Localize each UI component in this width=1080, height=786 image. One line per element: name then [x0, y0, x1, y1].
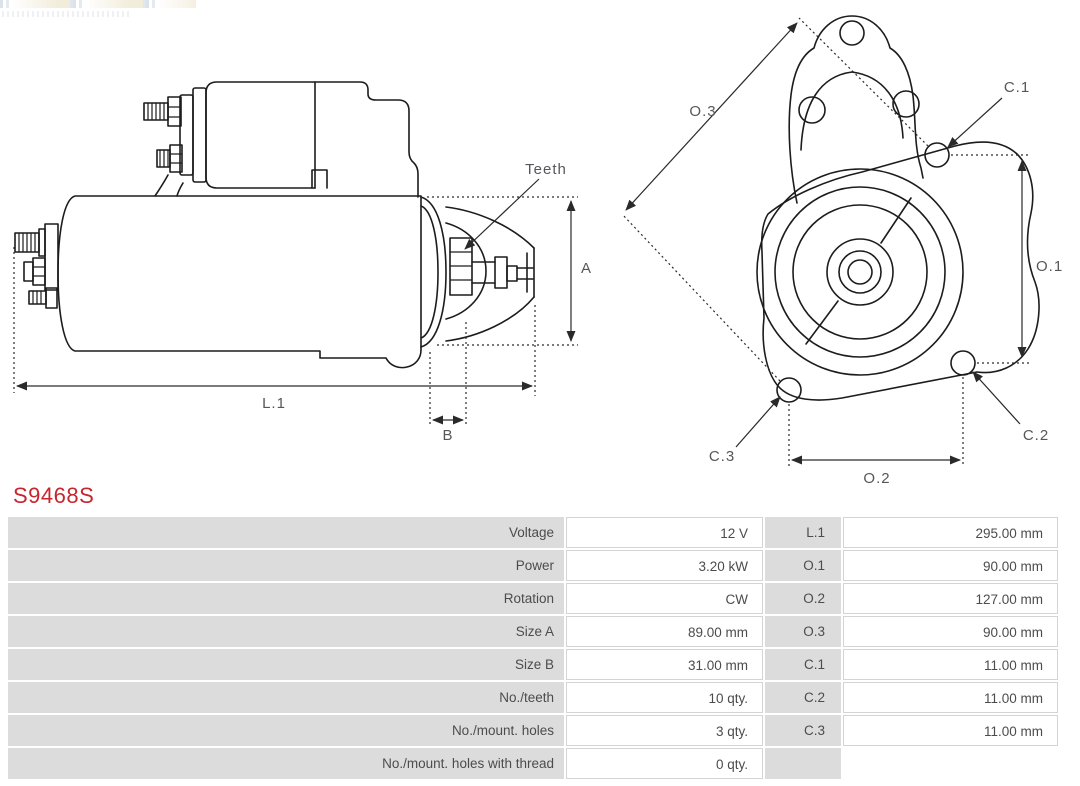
table-row	[8, 550, 1058, 581]
dim-label-b: B	[442, 427, 454, 444]
dim-label-c1: C.1	[1003, 79, 1031, 96]
spec-value: 12 V	[566, 517, 763, 548]
part-number: S9468S	[13, 483, 95, 508]
dim-label-o1: O.1	[1036, 258, 1064, 275]
dim-label-c3: C.3	[708, 448, 736, 465]
dim-label-o3: O.3	[689, 103, 717, 120]
dim-label: O.2	[765, 583, 841, 614]
side-view-drawing	[14, 82, 592, 444]
dim-value: 11.00 mm	[843, 715, 1058, 746]
dim-label: C.2	[765, 682, 841, 713]
front-view-drawing	[622, 16, 1063, 487]
spec-table	[8, 517, 1058, 781]
dim-label: O.3	[765, 616, 841, 647]
spec-value: 10 qty.	[566, 682, 763, 713]
spec-label: Rotation	[8, 583, 564, 614]
dim-value: 90.00 mm	[843, 616, 1058, 647]
table-row	[8, 715, 1058, 746]
dim-label	[765, 748, 841, 779]
dim-label-c2: C.2	[1022, 427, 1050, 444]
dim-label-teeth: Teeth	[525, 161, 567, 178]
front-view-dimensions	[622, 18, 1063, 487]
dim-value: 90.00 mm	[843, 550, 1058, 581]
spec-label: No./teeth	[8, 682, 564, 713]
spec-value: CW	[566, 583, 763, 614]
spec-value: 0 qty.	[566, 748, 763, 779]
spec-label: No./mount. holes with thread	[8, 748, 564, 779]
spec-label: Size B	[8, 649, 564, 680]
dim-label-l1: L.1	[262, 395, 286, 412]
dim-label-a: A	[581, 260, 593, 277]
dim-label-o2: O.2	[863, 470, 891, 487]
dim-label: O.1	[765, 550, 841, 581]
spec-value: 31.00 mm	[566, 649, 763, 680]
spec-label: Size A	[8, 616, 564, 647]
dim-label: C.1	[765, 649, 841, 680]
spec-value: 89.00 mm	[566, 616, 763, 647]
table-row	[8, 616, 1058, 647]
dim-value: 11.00 mm	[843, 682, 1058, 713]
dim-value: 295.00 mm	[843, 517, 1058, 548]
side-view-dimensions	[14, 161, 592, 444]
dim-label: L.1	[765, 517, 841, 548]
table-row	[8, 682, 1058, 713]
table-row	[8, 583, 1058, 614]
table-row	[8, 649, 1058, 680]
spec-label: Voltage	[8, 517, 564, 548]
dim-value	[843, 748, 1058, 779]
dim-value: 11.00 mm	[843, 649, 1058, 680]
table-row	[8, 517, 1058, 548]
spec-label: Power	[8, 550, 564, 581]
dim-value: 127.00 mm	[843, 583, 1058, 614]
spec-value: 3 qty.	[566, 715, 763, 746]
spec-label: No./mount. holes	[8, 715, 564, 746]
spec-value: 3.20 kW	[566, 550, 763, 581]
dim-label: C.3	[765, 715, 841, 746]
table-row	[8, 748, 1058, 779]
